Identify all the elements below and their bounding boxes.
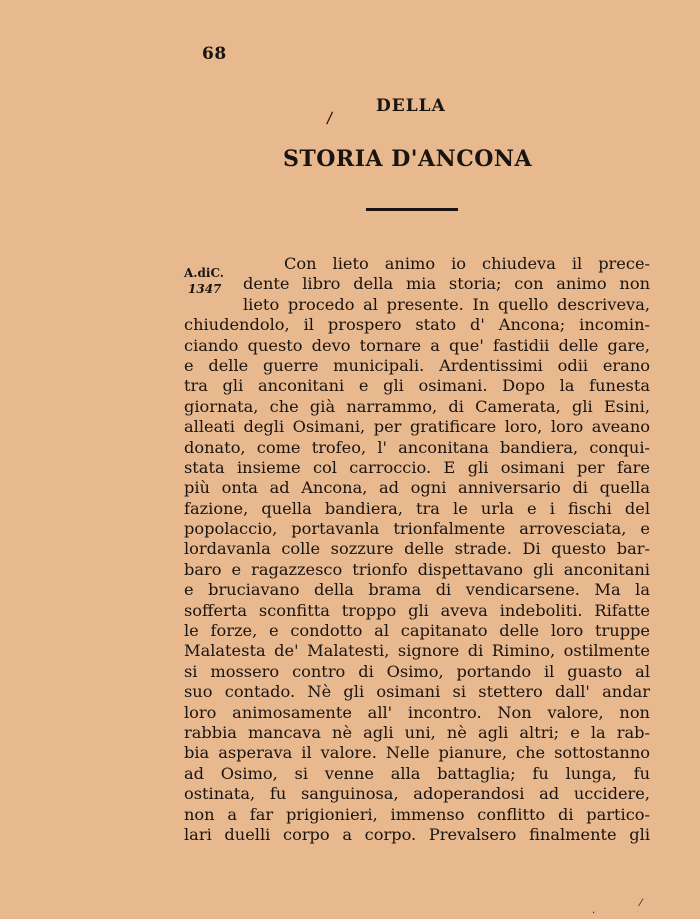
text-line: sofferta sconfitta troppo gli aveva indeboliti. Rifatte — [184, 600, 650, 620]
text-line: stata insieme col carroccio. E gli osimani per fare — [184, 457, 650, 477]
text-line: ostinata, fu sanguinosa, adoperandosi ad uccidere, — [184, 784, 650, 804]
text-line: si mossero contro di Osimo, portando il guasto al — [184, 661, 650, 681]
text-line: bia asperava il valore. Nelle pianure, che sottostanno — [184, 743, 650, 763]
paper-speck: ⁄ — [640, 898, 642, 909]
text-line: chiudendolo, il prospero stato d' Ancona; incomin- — [184, 315, 650, 335]
text-line: non a far prigionieri, immenso conflitto di partico- — [184, 804, 650, 824]
text-line: suo contado. Nè gli osimani si stettero dall' andar — [184, 682, 650, 702]
text-line: lordavanla colle sozzure delle strade. Di questo bar- — [184, 539, 650, 559]
margin-note-year: 1347 — [188, 282, 222, 296]
body-text — [184, 254, 650, 845]
text-line: alleati degli Osimani, per gratificare loro, loro aveano — [184, 417, 650, 437]
text-line: lieto procedo al presente. In quello descriveva, — [243, 294, 650, 314]
text-line: fazione, quella bandiera, tra le urla e i fischi del — [184, 498, 650, 518]
text-line: Con lieto animo io chiudeva il prece- — [284, 254, 650, 273]
text-line: lari duelli corpo a corpo. Prevalsero finalmente gli — [184, 824, 650, 844]
text-line: tra gli anconitani e gli osimani. Dopo la funesta — [184, 376, 650, 396]
text-line: baro e ragazzesco trionfo dispettavano gli anconitani — [184, 559, 650, 579]
text-line: ad Osimo, si venne alla battaglia; fu lunga, fu — [184, 763, 650, 783]
text-line: più onta ad Ancona, ad ogni anniversario di quella — [184, 478, 650, 498]
text-line: donato, come trofeo, l' anconitana bandiera, conqui- — [184, 437, 650, 457]
text-line: e bruciavano della brama di vendicarsene. Ma la — [184, 580, 650, 600]
text-line: le forze, e condotto al capitanato delle loro truppe — [184, 621, 650, 641]
margin-note-label: A.diC. — [184, 266, 224, 280]
stray-tick-mark: / — [325, 107, 334, 128]
text-line: ciando questo devo tornare a que' fastidii delle gare, — [184, 335, 650, 355]
text-line: giornata, che già narrammo, di Camerata, gli Esini, — [184, 396, 650, 416]
page-title: STORIA D'ANCONA — [283, 146, 533, 172]
text-line: loro animosamente all' incontro. Non valore, non — [184, 702, 650, 722]
text-line: Malatesta de' Malatesti, signore di Rimino, ostilmente — [184, 641, 650, 661]
text-line: e delle guerre municipali. Ardentissimi odii erano — [184, 355, 650, 375]
text-line: popolaccio, portavanla trionfalmente arrovesciata, e — [184, 519, 650, 539]
paper-speck: · — [592, 908, 596, 919]
page-number: 68 — [202, 44, 227, 64]
heading-della: DELLA — [376, 96, 446, 116]
title-rule — [366, 208, 458, 211]
text-line: dente libro della mia storia; con animo non — [243, 274, 650, 294]
text-line: rabbia mancava nè agli uni, nè agli altri; e la rab- — [184, 722, 650, 742]
